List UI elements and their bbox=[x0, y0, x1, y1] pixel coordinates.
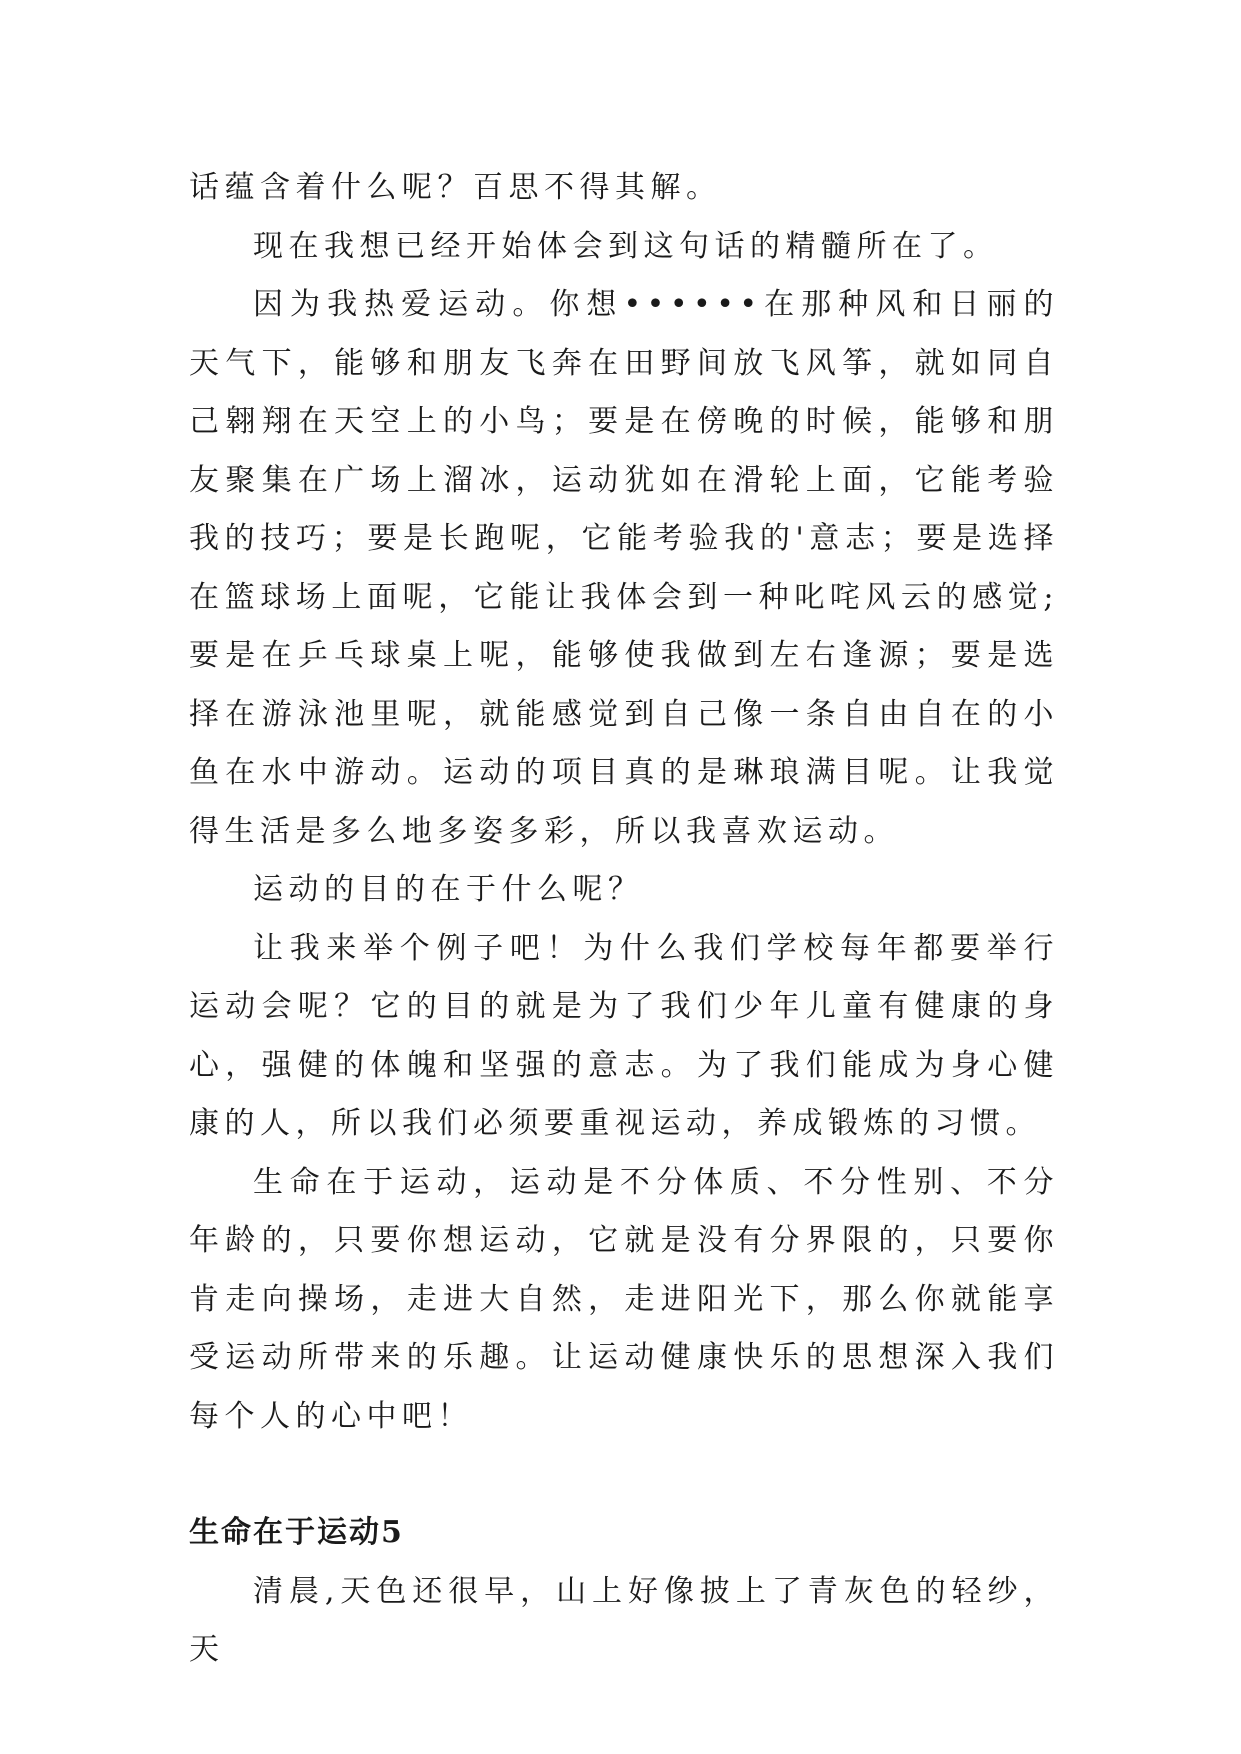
paragraph: 清晨,天色还很早，山上好像披上了青灰色的轻纱，天 bbox=[189, 1573, 1059, 1667]
document-body bbox=[189, 159, 1059, 1680]
paragraph-continuation: 话蕴含着什么呢？百思不得其解。 bbox=[189, 170, 722, 205]
paragraph: 因为我热爱运动。你想••••••在那种风和日丽的天气下，能够和朋友飞奔在田野间放飞风筝，就如同自己翱翔在天空上的小鸟；要是在傍晚的时候，能够和朋友聚集在广场上溜冰，运动犹如在滑轮上面，它能考验我的技巧；要是长跑呢，它能考验我的'意志；要是选择在篮球场上面呢，它能让我体会到一种叱咤风云的感觉;要是在乒乓球桌上呢，能够使我做到左右逢源；要是选择在游泳池里呢，就能感觉到自己像一条自由自在的小鱼在水中游动。运动的项目真的是琳琅满目呢。让我觉得生活是多么地多姿多彩，所以我喜欢运动。 bbox=[189, 287, 1059, 849]
paragraph: 生命在于运动，运动是不分体质、不分性别、不分年龄的，只要你想运动，它就是没有分界限的，只要你肯走向操场，走进大自然，走进阳光下，那么你就能享受运动所带来的乐趣。让运动健康快乐的思想深入我们每个人的心中吧！ bbox=[189, 1164, 1059, 1434]
paragraph: 让我来举个例子吧！为什么我们学校每年都要举行运动会呢？它的目的就是为了我们少年儿童有健康的身心，强健的体魄和坚强的意志。为了我们能成为身心健康的人，所以我们必须要重视运动，养成锻炼的习惯。 bbox=[189, 930, 1059, 1141]
paragraph: 现在我想已经开始体会到这句话的精髓所在了。 bbox=[253, 228, 999, 264]
paragraph: 运动的目的在于什么呢？ bbox=[253, 872, 644, 907]
section-title: 生命在于运动5 bbox=[189, 1515, 404, 1550]
